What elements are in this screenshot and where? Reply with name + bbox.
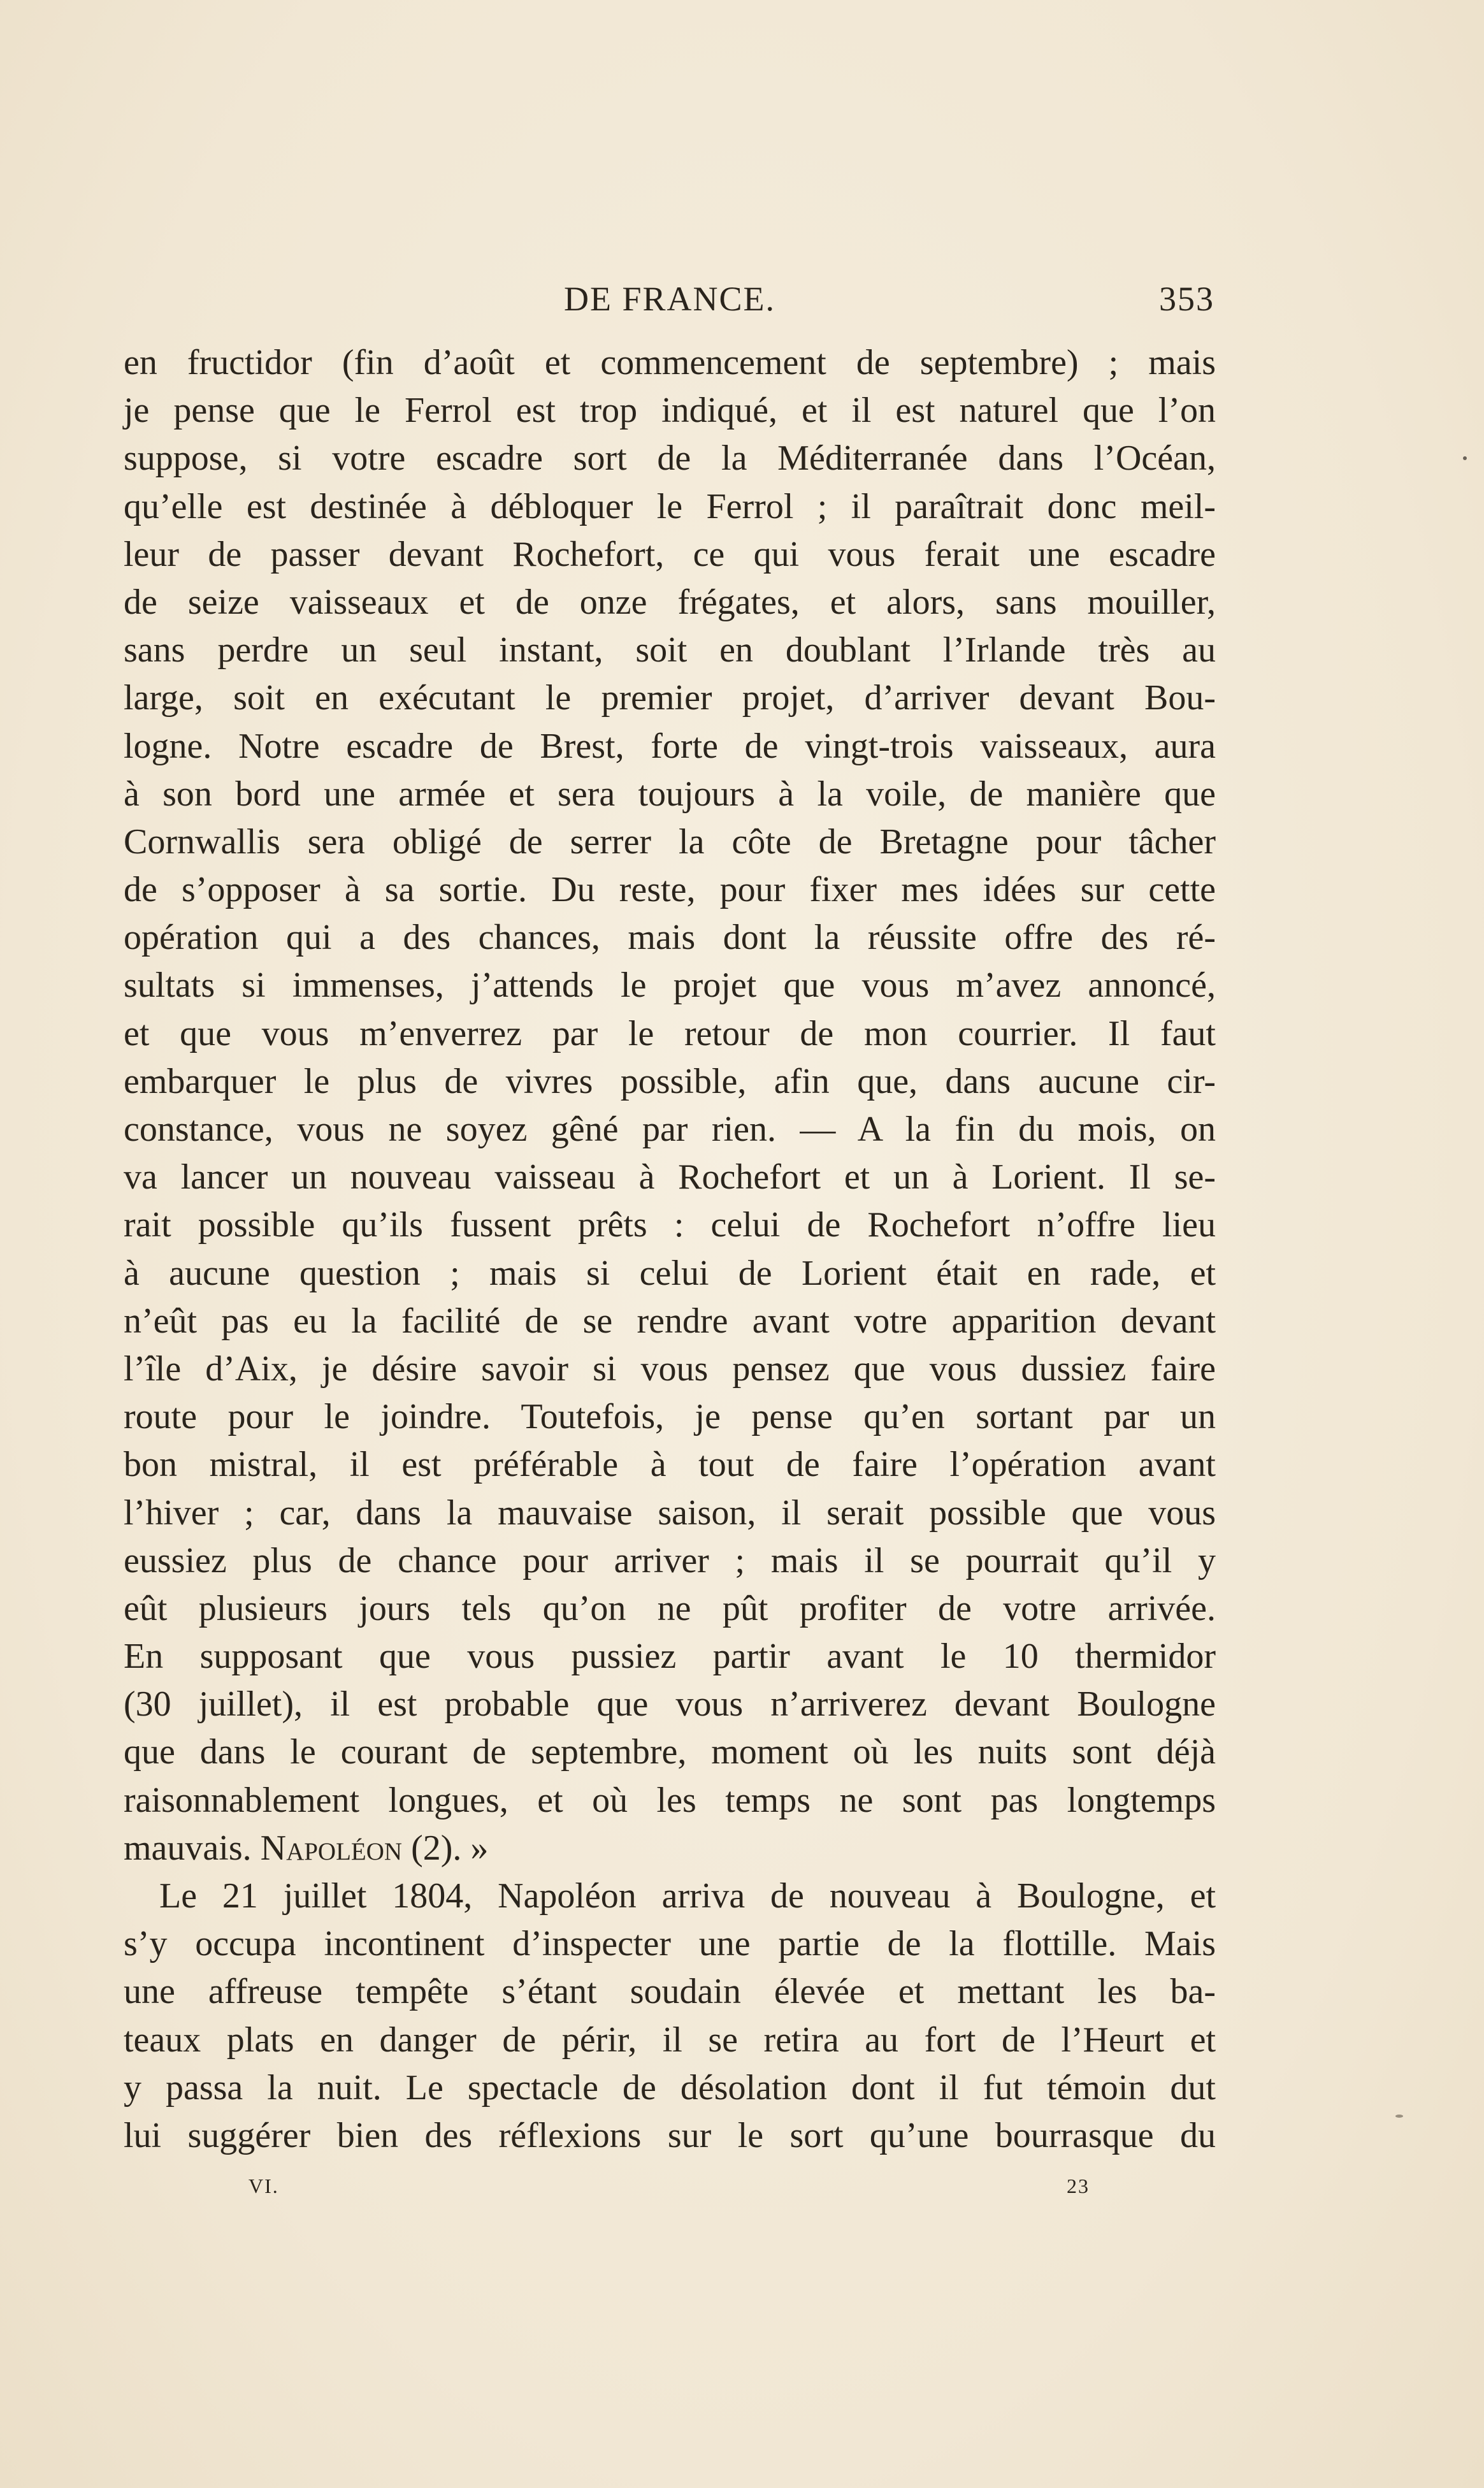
text-line: opération qui a des chances, mais dont la réussite offre des ré- <box>124 918 1216 958</box>
text-line: eût plusieurs jours tels qu’on ne pût profiter de votre arrivée. <box>124 1588 1216 1628</box>
text-line: de s’opposer à sa sortie. Du reste, pour fixer mes idées sur cette <box>124 870 1216 910</box>
text-line: va lancer un nouveau vaisseau à Rochefort et un à Lorient. Il se- <box>124 1157 1216 1197</box>
text-line: qu’elle est destinée à débloquer le Ferrol ; il paraîtrait donc meil- <box>124 486 1216 526</box>
text-line: l’hiver ; car, dans la mauvaise saison, il serait possible que vous <box>124 1493 1216 1533</box>
closing-prefix: mauvais. <box>124 1828 261 1868</box>
text-line: embarquer le plus de vivres possible, afin que, dans aucune cir- <box>124 1061 1216 1101</box>
text-line: l’île d’Aix, je désire savoir si vous pensez que vous dussiez faire <box>124 1349 1216 1389</box>
text-line: leur de passer devant Rochefort, ce qui vous ferait une escadre <box>124 534 1216 574</box>
text-line: large, soit en exécutant le premier projet, d’arriver devant Bou- <box>124 678 1216 718</box>
text-line: Le 21 juillet 1804, Napoléon arriva de nouveau à Boulogne, et <box>159 1876 1216 1916</box>
paper-speck <box>1395 2115 1403 2118</box>
text-line: (30 juillet), il est probable que vous n’arriverez devant Boulogne <box>124 1684 1216 1725</box>
text-line: n’eût pas eu la facilité de se rendre avant votre apparition devant <box>124 1301 1216 1341</box>
text-line: en fructidor (fin d’août et commencement de septembre) ; mais <box>124 343 1216 382</box>
letter-signature: Napoléon <box>260 1828 403 1868</box>
text-line: logne. Notre escadre de Brest, forte de vingt-trois vaisseaux, aura <box>124 726 1216 766</box>
text-line: suppose, si votre escadre sort de la Méditerranée dans l’Océan, <box>124 438 1216 479</box>
text-line: je pense que le Ferrol est trop indiqué, et il est naturel que l’on <box>124 391 1216 431</box>
text-line: y passa la nuit. Le spectacle de désolation dont il fut témoin dut <box>124 2067 1216 2108</box>
text-line: rait possible qu’ils fussent prêts : celui de Rochefort n’offre lieu <box>124 1205 1216 1245</box>
text-line: constance, vous ne soyez gêné par rien. — A la fin du mois, on <box>124 1110 1216 1149</box>
text-line: que dans le courant de septembre, moment où les nuits sont déjà <box>124 1732 1216 1772</box>
signature-number: 23 <box>1067 2174 1090 2197</box>
text-line: En supposant que vous pussiez partir avant le 10 thermidor <box>124 1637 1216 1677</box>
running-title: DE FRANCE. <box>563 280 776 318</box>
closing-suffix: (2). » <box>402 1828 489 1868</box>
text-line: sans perdre un seul instant, soit en doublant l’Irlande très au <box>124 630 1216 670</box>
signature-volume: VI. <box>249 2174 279 2197</box>
text-line: s’y occupa incontinent d’inspecter une partie de la flottille. Mais <box>124 1924 1216 1964</box>
text-line: et que vous m’enverrez par le retour de mon courrier. Il faut <box>124 1013 1216 1053</box>
text-line: teaux plats en danger de périr, il se retira au fort de l’Heurt et <box>124 2020 1216 2060</box>
text-line: raisonnablement longues, et où les temps ne sont pas longtemps <box>124 1780 1216 1820</box>
text-line: sultats si immenses, j’attends le projet que vous m’avez annoncé, <box>124 966 1216 1006</box>
text-line: de seize vaisseaux et de onze frégates, et alors, sans mouiller, <box>124 582 1216 622</box>
text-line: une affreuse tempête s’étant soudain élevée et mettant les ba- <box>124 1972 1216 2012</box>
page-header <box>125 279 1214 330</box>
text-line: à son bord une armée et sera toujours à la voile, de manière que <box>124 774 1216 814</box>
paper-speck <box>1463 456 1467 460</box>
text-line: route pour le joindre. Toutefois, je pense qu’en sortant par un <box>124 1397 1216 1437</box>
page-number: 353 <box>1159 280 1214 318</box>
printer-signature <box>249 2174 1090 2200</box>
body-text <box>124 339 1216 2160</box>
text-line: lui suggérer bien des réflexions sur le sort qu’une bourrasque du <box>124 2115 1216 2155</box>
closing-line <box>124 1825 1216 1872</box>
text-line: eussiez plus de chance pour arriver ; mais il se pourrait qu’il y <box>124 1540 1216 1580</box>
text-line: bon mistral, il est préférable à tout de faire l’opération avant <box>124 1445 1216 1485</box>
text-line: Cornwallis sera obligé de serrer la côte de Bretagne pour tâcher <box>124 821 1216 862</box>
text-line: à aucune question ; mais si celui de Lorient était en rade, et <box>124 1253 1216 1293</box>
